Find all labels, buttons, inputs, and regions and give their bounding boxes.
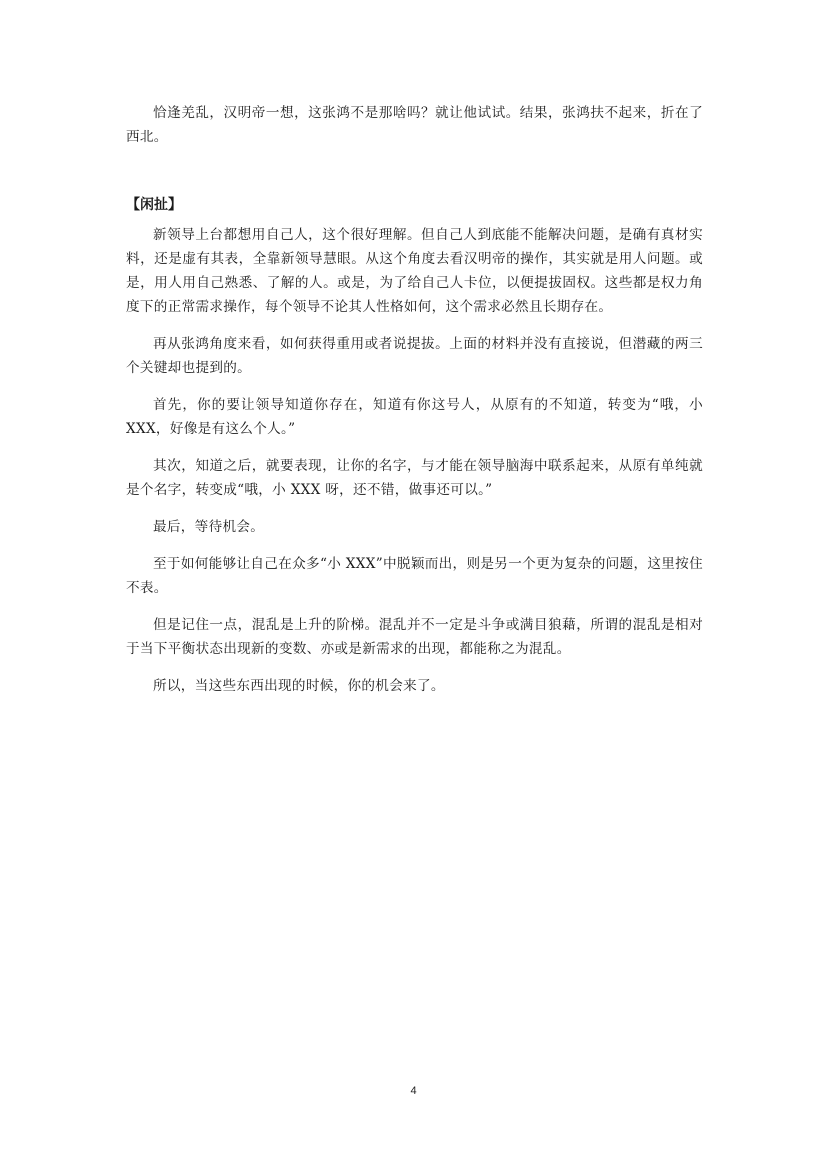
paragraph: 至于如何能够让自己在众多“小 XXX”中脱颖而出，则是另一个更为复杂的问题，这里按住不表。 [126, 556, 703, 596]
paragraph: 最后，等待机会。 [153, 519, 265, 535]
paragraph-intro: 恰逢羌乱，汉明帝一想，这张鸿不是那啥吗？就让他试试。结果，张鸿扶不起来，折在了西北。 [126, 105, 703, 145]
document-body [126, 101, 703, 711]
paragraph: 但是记住一点，混乱是上升的阶梯。混乱并不一定是斗争或满目狼藉，所谓的混乱是相对于当下平衡状态出现新的变数、亦或是新需求的出现，都能称之为混乱。 [126, 617, 703, 657]
paragraph: 其次，知道之后，就要表现，让你的名字，与才能在领导脑海中联系起来，从原有单纯就是个名字，转变成“哦，小 XXX 呀，还不错，做事还可以。” [126, 458, 703, 498]
paragraph: 首先，你的要让领导知道你存在，知道有你这号人，从原有的不知道，转变为“哦，小XXX，好像是有这么个人。” [126, 397, 703, 437]
page-number: 4 [410, 1085, 417, 1097]
section-heading: 【闲扯】 [126, 197, 182, 213]
paragraph: 所以，当这些东西出现的时候，你的机会来了。 [153, 678, 445, 694]
paragraph: 新领导上台都想用自己人，这个很好理解。但自己人到底能不能解决问题，是确有真材实料，还是虚有其表，全靠新领导慧眼。从这个角度去看汉明帝的操作，其实就是用人问题。或是，用人用自己熟悉、了解的人。或是，为了给自己人卡位，以便提拔固权。这些都是权力角度下的正常需求操作，每个领导不论其人性格如何，这个需求必然且长期存在。 [126, 227, 703, 315]
paragraph: 再从张鸿角度来看，如何获得重用或者说提拔。上面的材料并没有直接说，但潜藏的两三个关键却也提到的。 [126, 336, 703, 376]
